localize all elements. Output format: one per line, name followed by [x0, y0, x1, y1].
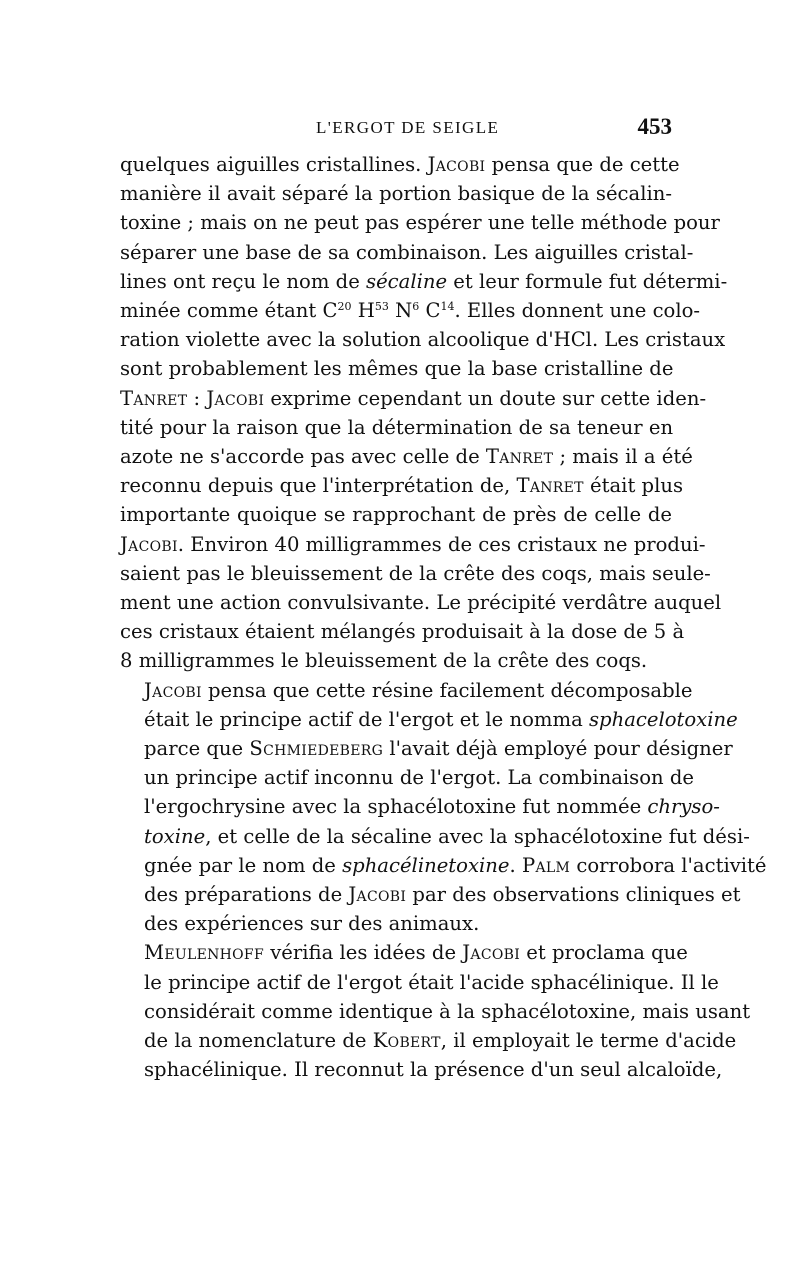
author-name: Jacobi — [348, 883, 407, 907]
text-run: , et celle de la sécaline avec la sphacélotoxine fut dési- — [205, 824, 750, 848]
text-run: était le principe actif de l'ergot et le nomma — [144, 707, 589, 731]
text-run: pensa que de cette — [485, 153, 680, 176]
text-run: sphacélinique. Il reconnut la présence d'un seul alcaloïde, — [144, 1058, 723, 1082]
running-title: L'ERGOT DE SEIGLE — [316, 118, 500, 137]
author-name: Schmiedeberg — [249, 737, 384, 761]
text-line — [120, 471, 684, 500]
text-run: quelques aiguilles cristallines. — [120, 153, 428, 176]
text-line — [120, 179, 672, 208]
text-line — [120, 851, 767, 880]
page-number: 453 — [637, 114, 672, 139]
text-run: et leur formule fut détermi- — [447, 269, 728, 293]
text-run: ration violette avec la solution alcoolique d'HCl. Les cristaux — [120, 328, 726, 352]
author-name: Tanret — [120, 386, 188, 410]
text-run: 8 milligrammes le bleuissement de la crête des coqs. — [120, 649, 648, 673]
text-run: manière il avait séparé la portion basique de la sécalin- — [120, 182, 672, 206]
text-run: importante quoique se rapprochant de près de celle de — [120, 503, 672, 527]
author-name: Jacobi — [206, 386, 265, 410]
body-text — [120, 150, 767, 1085]
text-line — [120, 588, 722, 617]
italic-term: chryso- — [647, 795, 720, 819]
text-run: était plus — [583, 474, 684, 498]
text-line — [120, 676, 693, 705]
text-line — [120, 559, 711, 588]
text-line — [120, 325, 726, 354]
text-line — [120, 705, 738, 734]
text-line — [120, 238, 694, 267]
text-run: H — [351, 299, 375, 323]
text-run: reconnu depuis que l'interprétation de, — [120, 474, 517, 498]
italic-term: sphacelotoxine — [588, 707, 738, 731]
text-run: C — [419, 299, 441, 323]
text-run: parce que — [144, 737, 250, 761]
text-line — [120, 500, 672, 529]
text-run: l'ergochrysine avec la sphacélotoxine fut nommée — [144, 795, 648, 819]
author-name: Jacobi — [120, 532, 178, 556]
text-run: considérait comme identique à la sphacélotoxine, mais usant — [144, 999, 751, 1023]
text-line — [120, 150, 680, 179]
text-line — [120, 792, 720, 821]
author-name: Jacobi — [427, 153, 486, 176]
text-line — [120, 1055, 723, 1084]
text-line — [120, 208, 720, 237]
author-name: Tanret — [516, 474, 584, 498]
text-run: : — [187, 386, 207, 410]
italic-term: sécaline — [366, 269, 448, 293]
author-name: Kobert — [372, 1029, 441, 1053]
paragraph — [120, 676, 767, 939]
superscript: 6 — [412, 300, 420, 314]
text-run: toxine ; mais on ne peut pas espérer une telle méthode pour — [120, 211, 720, 235]
text-run: par des observations cliniques et — [406, 883, 741, 907]
text-run: sont probablement les mêmes que la base cristalline de — [120, 357, 674, 381]
author-name: Jacobi — [144, 678, 202, 702]
author-name: Jacobi — [462, 941, 521, 965]
text-line — [120, 909, 672, 938]
text-line — [120, 880, 741, 909]
text-run: corrobora l'activité — [570, 853, 767, 877]
text-run: . Elles donnent une colo- — [454, 299, 701, 323]
text-run: saient pas le bleuissement de la crête des coqs, mais seule- — [120, 561, 711, 585]
text-line — [120, 968, 719, 997]
text-run: de la nomenclature de — [144, 1029, 373, 1053]
text-line — [120, 938, 688, 967]
text-line — [120, 442, 693, 471]
text-line — [120, 763, 695, 792]
text-line — [120, 734, 733, 763]
paragraph — [120, 938, 751, 1084]
text-line — [120, 296, 701, 325]
text-run: séparer une base de sa combinaison. Les aiguilles cristal- — [120, 240, 694, 264]
text-line — [120, 354, 672, 383]
superscript: 20 — [337, 300, 352, 314]
text-run: tité pour la raison que la détermination de sa teneur en — [120, 415, 674, 439]
italic-term: sphacélinetoxine — [342, 853, 510, 877]
text-run: ment une action convulsivante. Le précipité verdâtre auquel — [120, 591, 722, 615]
text-line — [120, 617, 685, 646]
author-name: Palm — [521, 853, 571, 877]
text-run: et proclama que — [520, 941, 688, 965]
text-run: un principe actif inconnu de l'ergot. La combinaison de — [144, 766, 695, 790]
text-run: pensa que cette résine facilement décomposable — [201, 678, 693, 702]
italic-term: toxine — [144, 824, 206, 848]
text-line — [120, 1026, 737, 1055]
superscript: 53 — [374, 300, 389, 314]
text-line — [120, 822, 750, 851]
text-run: ; mais il a été — [553, 445, 693, 469]
text-run: vérifia les idées de — [263, 941, 463, 965]
text-run: gnée par le nom de — [144, 853, 343, 877]
text-line — [120, 646, 672, 675]
author-name: Meulenhoff — [144, 941, 264, 965]
text-run: . — [509, 853, 522, 877]
text-run: ces cristaux étaient mélangés produisait à la dose de 5 à — [120, 620, 685, 644]
superscript: 14 — [440, 300, 455, 314]
text-line — [120, 530, 706, 559]
paragraph — [120, 150, 728, 676]
text-run: des préparations de — [144, 883, 349, 907]
page-header — [120, 116, 676, 146]
text-line — [120, 997, 751, 1026]
text-run: . Environ 40 milligrammes de ces cristaux ne produi- — [177, 532, 706, 556]
text-run: , il employait le terme d'acide — [440, 1029, 737, 1053]
text-line — [120, 384, 707, 413]
text-run: azote ne s'accorde pas avec celle de — [120, 445, 486, 469]
text-line — [120, 267, 728, 296]
text-run: des expériences sur des animaux. — [144, 912, 480, 936]
text-run: l'avait déjà employé pour désigner — [383, 737, 733, 761]
author-name: Tanret — [485, 445, 554, 469]
text-run: lines ont reçu le nom de — [120, 269, 367, 293]
text-run: exprime cependant un doute sur cette iden- — [264, 386, 707, 410]
text-run: le principe actif de l'ergot était l'acide sphacélinique. Il le — [144, 970, 719, 994]
text-run: minée comme étant C — [120, 299, 338, 323]
text-line — [120, 413, 672, 442]
text-run: N — [388, 299, 413, 323]
